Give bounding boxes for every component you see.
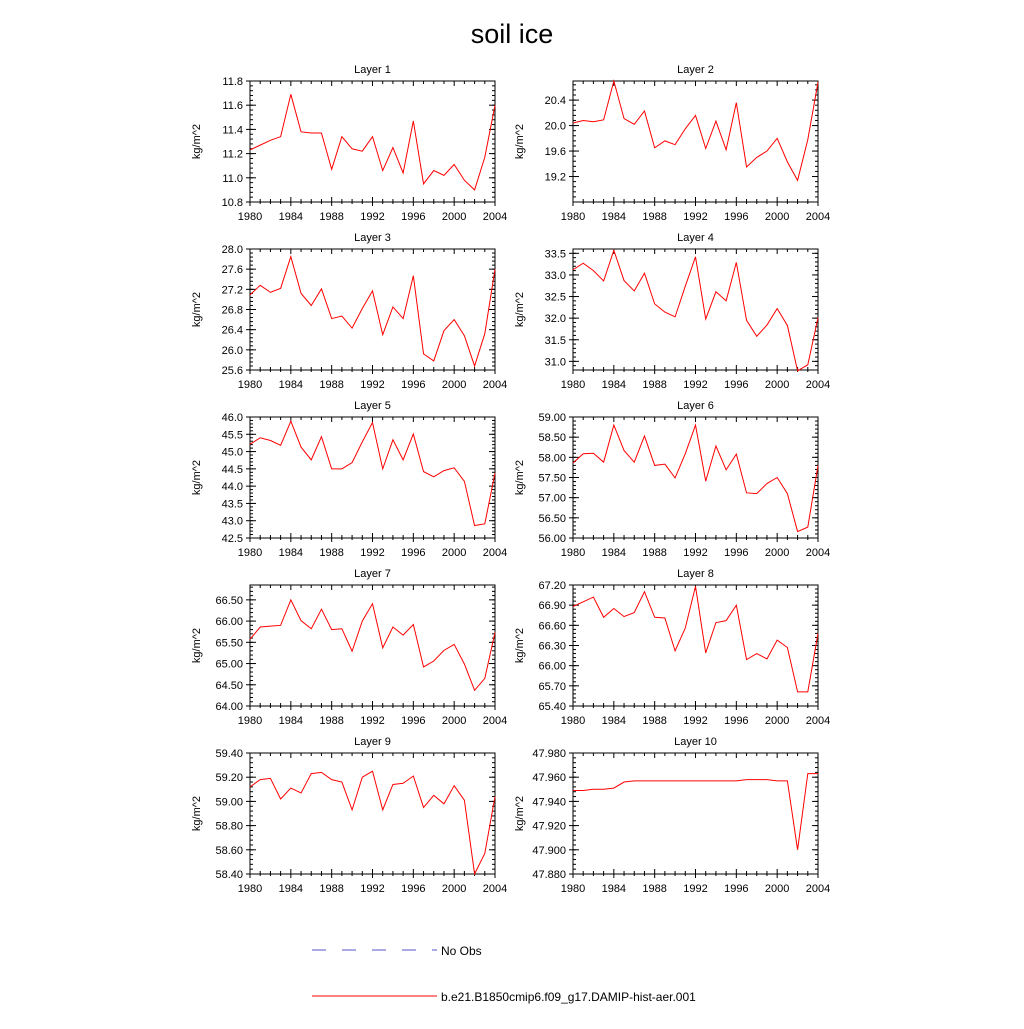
y-tick-label: 59.40 (215, 748, 243, 760)
x-tick-label: 1980 (237, 211, 263, 223)
x-tick-label: 2004 (805, 547, 831, 559)
y-tick-label: 33.0 (544, 269, 566, 282)
y-tick-label: 58.80 (215, 820, 243, 833)
x-tick-label: 2000 (764, 547, 790, 559)
plot-frame (573, 585, 818, 706)
panel-title: Layer 6 (677, 400, 714, 412)
plot-frame (250, 417, 495, 538)
y-tick-label: 11.6 (222, 100, 243, 113)
panel-layer-6 (514, 400, 830, 559)
x-tick-label: 1984 (278, 547, 304, 559)
x-tick-label: 1980 (237, 379, 263, 391)
panel-layer-7 (191, 568, 507, 727)
panel-title: Layer 2 (677, 64, 714, 76)
panel-layer-9 (191, 736, 507, 895)
x-tick-label: 1984 (601, 379, 627, 391)
y-axis-label: kg/m^2 (191, 627, 203, 664)
y-tick-label: 43.0 (221, 515, 243, 528)
x-tick-label: 2004 (482, 883, 508, 895)
x-tick-label: 1992 (360, 715, 385, 727)
y-tick-label: 66.60 (538, 620, 566, 633)
y-tick-label: 47.980 (532, 748, 566, 760)
x-tick-label: 1992 (360, 379, 385, 391)
y-axis-label: kg/m^2 (514, 795, 526, 832)
panel-layer-4 (514, 232, 830, 391)
x-tick-label: 1988 (642, 715, 667, 727)
y-tick-label: 42.5 (221, 533, 243, 545)
x-tick-label: 1988 (319, 547, 344, 559)
y-axis-label: kg/m^2 (191, 795, 203, 832)
series-line-1 (250, 771, 495, 874)
series-line-1 (573, 586, 818, 692)
x-tick-label: 1980 (237, 715, 263, 727)
x-tick-label: 1988 (319, 715, 344, 727)
y-tick-label: 47.880 (532, 869, 566, 881)
x-tick-label: 1988 (642, 379, 667, 391)
panel-layer-5 (191, 400, 507, 559)
series-line-1 (573, 250, 818, 371)
x-tick-label: 2000 (764, 883, 790, 895)
series-line-1 (250, 600, 495, 690)
x-tick-label: 2004 (482, 715, 508, 727)
x-tick-label: 1980 (560, 379, 586, 391)
y-tick-label: 65.50 (215, 637, 243, 650)
x-tick-label: 1980 (237, 547, 263, 559)
y-tick-label: 28.0 (221, 244, 243, 256)
y-tick-label: 20.4 (544, 95, 566, 108)
x-tick-label: 1992 (683, 715, 708, 727)
x-tick-label: 1992 (360, 883, 385, 895)
x-tick-label: 2004 (805, 379, 831, 391)
y-tick-label: 66.90 (538, 600, 566, 613)
y-tick-label: 65.00 (215, 658, 243, 671)
y-tick-label: 59.20 (215, 772, 243, 785)
x-tick-label: 1988 (642, 211, 667, 223)
y-tick-label: 59.00 (538, 412, 566, 424)
y-tick-label: 26.8 (221, 304, 243, 317)
y-tick-label: 11.4 (222, 124, 243, 137)
y-tick-label: 27.2 (221, 284, 243, 297)
y-tick-label: 47.940 (532, 796, 566, 809)
y-tick-label: 44.5 (221, 463, 243, 476)
y-tick-label: 11.2 (222, 148, 243, 161)
panel-layer-2 (514, 64, 830, 223)
x-tick-label: 1996 (401, 211, 426, 223)
y-tick-label: 31.0 (544, 356, 566, 369)
y-tick-label: 32.0 (544, 313, 566, 326)
panel-title: Layer 5 (354, 400, 391, 412)
plot-frame (573, 753, 818, 874)
x-tick-label: 1996 (724, 547, 749, 559)
y-tick-label: 66.50 (215, 594, 243, 607)
x-tick-label: 2000 (441, 379, 467, 391)
y-tick-label: 46.0 (221, 412, 243, 424)
panel-title: Layer 7 (354, 568, 391, 580)
y-tick-label: 64.50 (215, 679, 243, 692)
series-line-1 (250, 257, 495, 366)
panel-title: Layer 10 (674, 736, 717, 748)
y-tick-label: 66.00 (215, 616, 243, 629)
plot-frame (573, 249, 818, 370)
legend-model-label: b.e21.B1850cmip6.f09_g17.DAMIP-hist-aer.001 (441, 990, 696, 1004)
x-tick-label: 1992 (683, 211, 708, 223)
panel-title: Layer 4 (677, 232, 714, 244)
y-axis-label: kg/m^2 (191, 459, 203, 496)
panel-grid (191, 64, 830, 895)
x-tick-label: 2000 (441, 547, 467, 559)
y-tick-label: 33.5 (544, 248, 566, 261)
y-axis-label: kg/m^2 (514, 459, 526, 496)
y-axis-label: kg/m^2 (514, 291, 526, 328)
y-tick-label: 43.5 (221, 498, 243, 511)
y-tick-label: 44.0 (221, 481, 243, 494)
y-axis-label: kg/m^2 (514, 123, 526, 160)
plot-frame (250, 81, 495, 202)
plot-frame (250, 249, 495, 370)
panel-layer-1 (191, 64, 507, 223)
x-tick-label: 1980 (237, 883, 263, 895)
y-tick-label: 26.4 (221, 324, 243, 337)
x-tick-label: 2004 (805, 211, 831, 223)
x-tick-label: 1996 (724, 883, 749, 895)
plot-frame (573, 417, 818, 538)
x-tick-label: 1996 (401, 379, 426, 391)
series-line-1 (573, 425, 818, 531)
panel-title: Layer 8 (677, 568, 714, 580)
x-tick-label: 1980 (560, 715, 586, 727)
x-tick-label: 1980 (560, 883, 586, 895)
x-tick-label: 2000 (441, 715, 467, 727)
x-tick-label: 1984 (278, 715, 304, 727)
x-tick-label: 1996 (401, 715, 426, 727)
x-tick-label: 1988 (642, 547, 667, 559)
x-tick-label: 1996 (401, 883, 426, 895)
y-tick-label: 67.20 (538, 580, 566, 592)
y-tick-label: 65.70 (538, 680, 566, 693)
y-tick-label: 32.5 (544, 291, 566, 304)
y-tick-label: 25.6 (221, 365, 243, 377)
x-tick-label: 1992 (683, 379, 708, 391)
y-axis-label: kg/m^2 (514, 627, 526, 664)
x-tick-label: 1984 (601, 547, 627, 559)
x-tick-label: 1984 (601, 715, 627, 727)
x-tick-label: 1996 (724, 211, 749, 223)
x-tick-label: 2004 (482, 379, 508, 391)
y-tick-label: 19.2 (544, 171, 566, 184)
y-axis-label: kg/m^2 (191, 291, 203, 328)
y-tick-label: 31.5 (544, 334, 566, 347)
y-tick-label: 58.60 (215, 844, 243, 857)
panel-title: Layer 9 (354, 736, 391, 748)
plot-frame (573, 81, 818, 202)
x-tick-label: 2000 (764, 715, 790, 727)
x-tick-label: 2000 (764, 211, 790, 223)
x-tick-label: 1984 (278, 379, 304, 391)
series-line-1 (250, 421, 495, 525)
y-tick-label: 26.0 (221, 344, 243, 357)
x-tick-label: 1980 (560, 211, 586, 223)
panel-layer-10 (514, 736, 830, 895)
x-tick-label: 1996 (724, 715, 749, 727)
x-tick-label: 1984 (278, 883, 304, 895)
x-tick-label: 1988 (642, 883, 667, 895)
x-tick-label: 2004 (482, 211, 508, 223)
y-tick-label: 58.50 (538, 432, 566, 445)
x-tick-label: 2000 (764, 379, 790, 391)
series-line-1 (250, 94, 495, 190)
y-tick-label: 27.6 (221, 264, 243, 277)
y-tick-label: 20.0 (544, 120, 566, 133)
y-tick-label: 45.5 (221, 429, 243, 442)
x-tick-label: 1992 (360, 547, 385, 559)
panel-title: Layer 3 (354, 232, 391, 244)
x-tick-label: 2004 (805, 883, 831, 895)
x-tick-label: 1992 (360, 211, 385, 223)
x-tick-label: 1988 (319, 379, 344, 391)
x-tick-label: 1984 (601, 211, 627, 223)
y-tick-label: 66.00 (538, 660, 566, 673)
y-tick-label: 47.920 (532, 820, 566, 833)
x-tick-label: 1988 (319, 883, 344, 895)
x-tick-label: 1984 (278, 211, 304, 223)
x-tick-label: 2004 (482, 547, 508, 559)
y-tick-label: 66.30 (538, 640, 566, 653)
panel-layer-3 (191, 232, 507, 391)
x-tick-label: 1984 (601, 883, 627, 895)
y-tick-label: 64.00 (215, 701, 243, 713)
series-line-1 (573, 774, 818, 850)
y-tick-label: 11.8 (222, 76, 243, 88)
panel-title: Layer 1 (354, 64, 391, 76)
y-tick-label: 57.00 (538, 492, 566, 505)
x-tick-label: 2004 (805, 715, 831, 727)
x-tick-label: 2000 (441, 883, 467, 895)
legend-no-obs-label: No Obs (441, 944, 482, 958)
y-tick-label: 11.0 (222, 172, 243, 185)
y-tick-label: 19.6 (544, 146, 566, 159)
y-tick-label: 56.00 (538, 533, 566, 545)
y-tick-label: 57.50 (538, 472, 566, 485)
x-tick-label: 1996 (401, 547, 426, 559)
figure-title: soil ice (470, 19, 554, 49)
y-tick-label: 47.900 (532, 844, 566, 857)
y-tick-label: 45.0 (221, 446, 243, 459)
y-tick-label: 56.50 (538, 512, 566, 525)
x-tick-label: 2000 (441, 211, 467, 223)
legend (312, 944, 696, 1004)
y-tick-label: 47.960 (532, 772, 566, 785)
y-tick-label: 59.00 (215, 796, 243, 809)
y-tick-label: 58.00 (538, 452, 566, 465)
x-tick-label: 1996 (724, 379, 749, 391)
x-tick-label: 1992 (683, 547, 708, 559)
y-tick-label: 65.40 (538, 701, 566, 713)
x-tick-label: 1980 (560, 547, 586, 559)
series-line-1 (573, 81, 818, 180)
panel-layer-8 (514, 568, 830, 727)
y-axis-label: kg/m^2 (191, 123, 203, 160)
y-tick-label: 10.8 (221, 197, 243, 209)
x-tick-label: 1988 (319, 211, 344, 223)
y-tick-label: 58.40 (215, 869, 243, 881)
x-tick-label: 1992 (683, 883, 708, 895)
